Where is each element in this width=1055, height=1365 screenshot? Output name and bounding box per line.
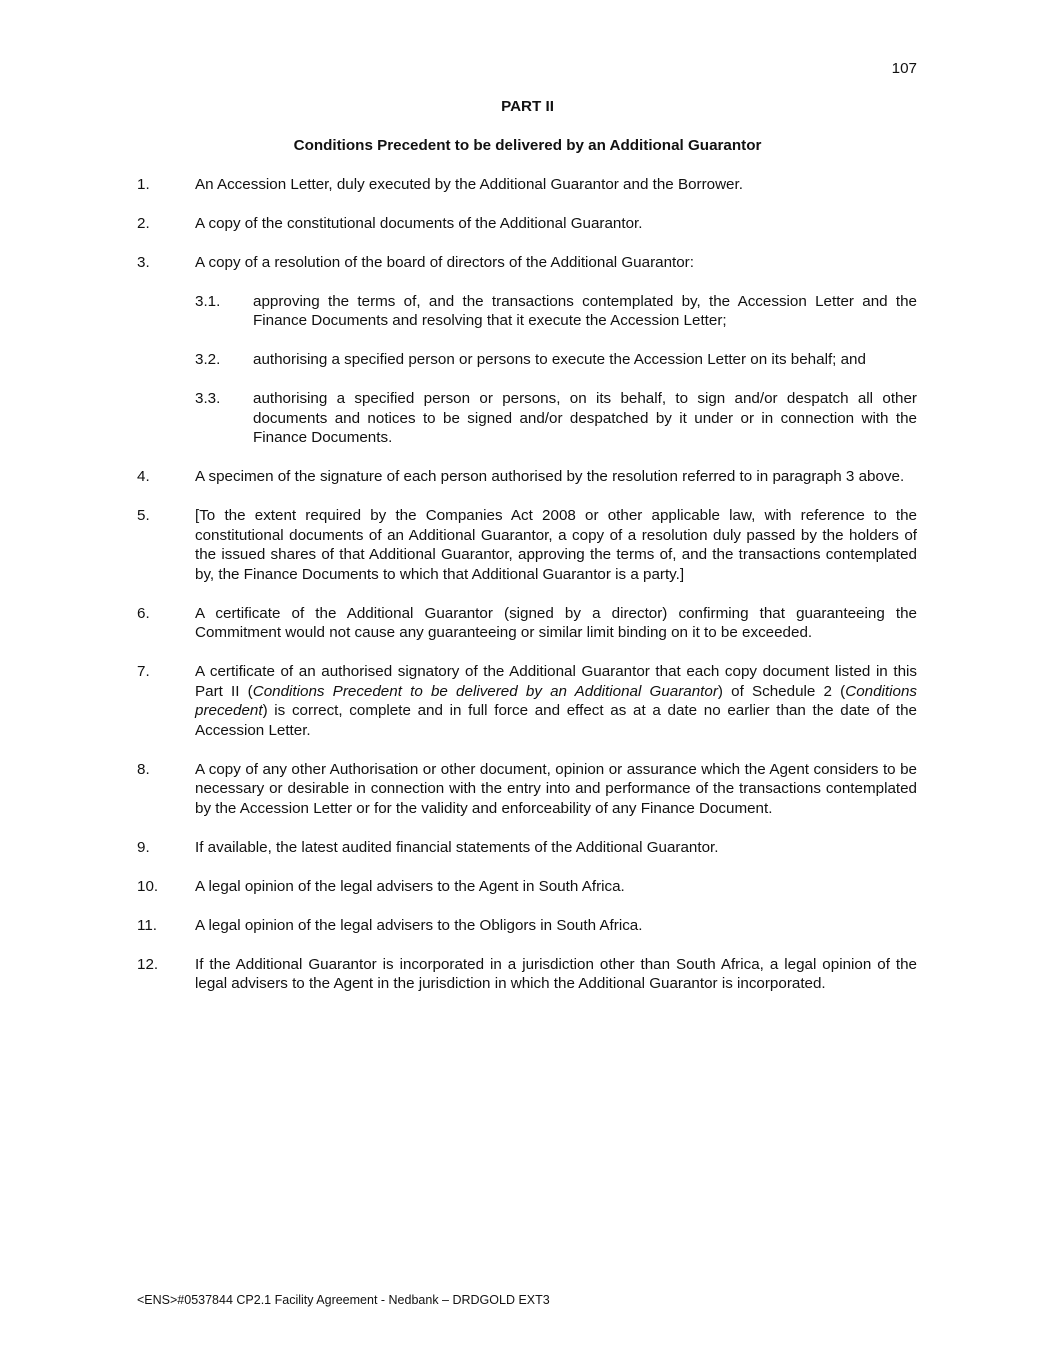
clause-3: [137, 253, 917, 273]
schedule-part-title: Conditions Precedent to be delivered by an Additional Guarantor: [252, 682, 718, 700]
clause-text: A legal opinion of the legal advisers to the Agent in South Africa.: [195, 877, 625, 895]
clause-text: A certificate of the Additional Guarantor (signed by a director) confirming that guaranteeing the Commitment would not cause any guaranteeing or similar limit binding on it to be exceeded.: [195, 604, 917, 642]
subclause-3-3: [195, 389, 917, 448]
clause-5: [137, 506, 917, 584]
subclause-list: [195, 292, 917, 448]
clause-number: 4.: [137, 468, 150, 486]
subclause-text: approving the terms of, and the transactions contemplated by, the Accession Letter and the Finance Documents and resolving that it execute the Accession Letter;: [253, 292, 917, 330]
clause-text: [195, 662, 917, 740]
clause-number: 7.: [137, 663, 150, 681]
clause-2: [137, 214, 917, 234]
clause-text: A copy of the constitutional documents of the Additional Guarantor.: [195, 214, 643, 232]
subclause-text: authorising a specified person or persons, on its behalf, to sign and/or despatch all other documents and notices to be signed and/or despatched by it under or in connection with the Finance Documents.: [253, 390, 917, 447]
clause-7: [137, 662, 917, 740]
clause-list: [137, 175, 917, 1013]
clause-6: [137, 604, 917, 643]
clause-12: [137, 955, 917, 994]
clause-8: [137, 760, 917, 819]
clause-text-part: A certificate of an authorised signatory of the Additional Guarantor that each copy document listed in this Part II (: [195, 663, 917, 700]
clause-number: 9.: [137, 838, 150, 856]
clause-text: An Accession Letter, duly executed by the Additional Guarantor and the Borrower.: [195, 176, 743, 193]
section-title: Conditions Precedent to be delivered by an Additional Guarantor: [293, 137, 762, 154]
clause-number: 11.: [137, 916, 157, 934]
clause-11: [137, 916, 917, 936]
clause-number: 1.: [137, 176, 150, 193]
clause-number: 8.: [137, 760, 150, 778]
subclause-number: 3.2.: [195, 351, 221, 369]
clause-4: [137, 467, 917, 487]
subclause-number: 3.1.: [195, 292, 221, 310]
clause-text-part: ) is correct, complete and in full force and effect as at a date no earlier than the date of the Accession Letter.: [195, 702, 917, 739]
schedule-title: Conditions precedent: [195, 682, 917, 720]
clause-text: A copy of any other Authorisation or other document, opinion or assurance which the Agent considers to be necessary or desirable in connection with the entry into and performance of the transactions contemplated by the Accession Letter or for the validity and enforceability of any Finance Document.: [195, 760, 917, 818]
subclause-text: authorising a specified person or persons to execute the Accession Letter on its behalf; and: [253, 351, 866, 369]
clause-number: 2.: [137, 214, 150, 232]
part-title: PART II: [501, 98, 554, 115]
clause-number: 12.: [137, 955, 159, 973]
subclause-3-2: [195, 350, 917, 370]
clause-10: [137, 877, 917, 897]
document-footer: <ENS>#0537844 CP2.1 Facility Agreement - Nedbank – DRDGOLD EXT3: [137, 1293, 550, 1307]
clause-text-part: ) of Schedule 2 (: [717, 682, 846, 700]
clause-number: 10.: [137, 877, 159, 895]
clause-text: A legal opinion of the legal advisers to the Obligors in South Africa.: [195, 916, 643, 934]
page-number: 107: [891, 60, 917, 77]
clause-number: 6.: [137, 604, 150, 622]
clause-number: 3.: [137, 253, 150, 271]
clause-text: [To the extent required by the Companies Act 2008 or other applicable law, with reference to the constitutional documents of an Additional Guarantor, a copy of a resolution duly passed by the holders of the issued shares of that Additional Guarantor, approving the terms of, and the transactions contemplated by, the Finance Documents to which that Additional Guarantor is a party.]: [195, 507, 917, 583]
clause-1: [137, 175, 917, 195]
clause-9: [137, 838, 917, 858]
subclause-number: 3.3.: [195, 390, 221, 408]
clause-text: If available, the latest audited financial statements of the Additional Guarantor.: [195, 838, 719, 856]
clause-text: A copy of a resolution of the board of directors of the Additional Guarantor:: [195, 253, 694, 271]
subclause-3-1: [195, 292, 917, 331]
clause-number: 5.: [137, 507, 150, 525]
clause-text: A specimen of the signature of each person authorised by the resolution referred to in paragraph 3 above.: [195, 468, 905, 486]
clause-text: If the Additional Guarantor is incorporated in a jurisdiction other than South Africa, a legal opinion of the legal advisers to the Agent in the jurisdiction in which the Additional Guarantor is incorporated.: [195, 955, 917, 993]
